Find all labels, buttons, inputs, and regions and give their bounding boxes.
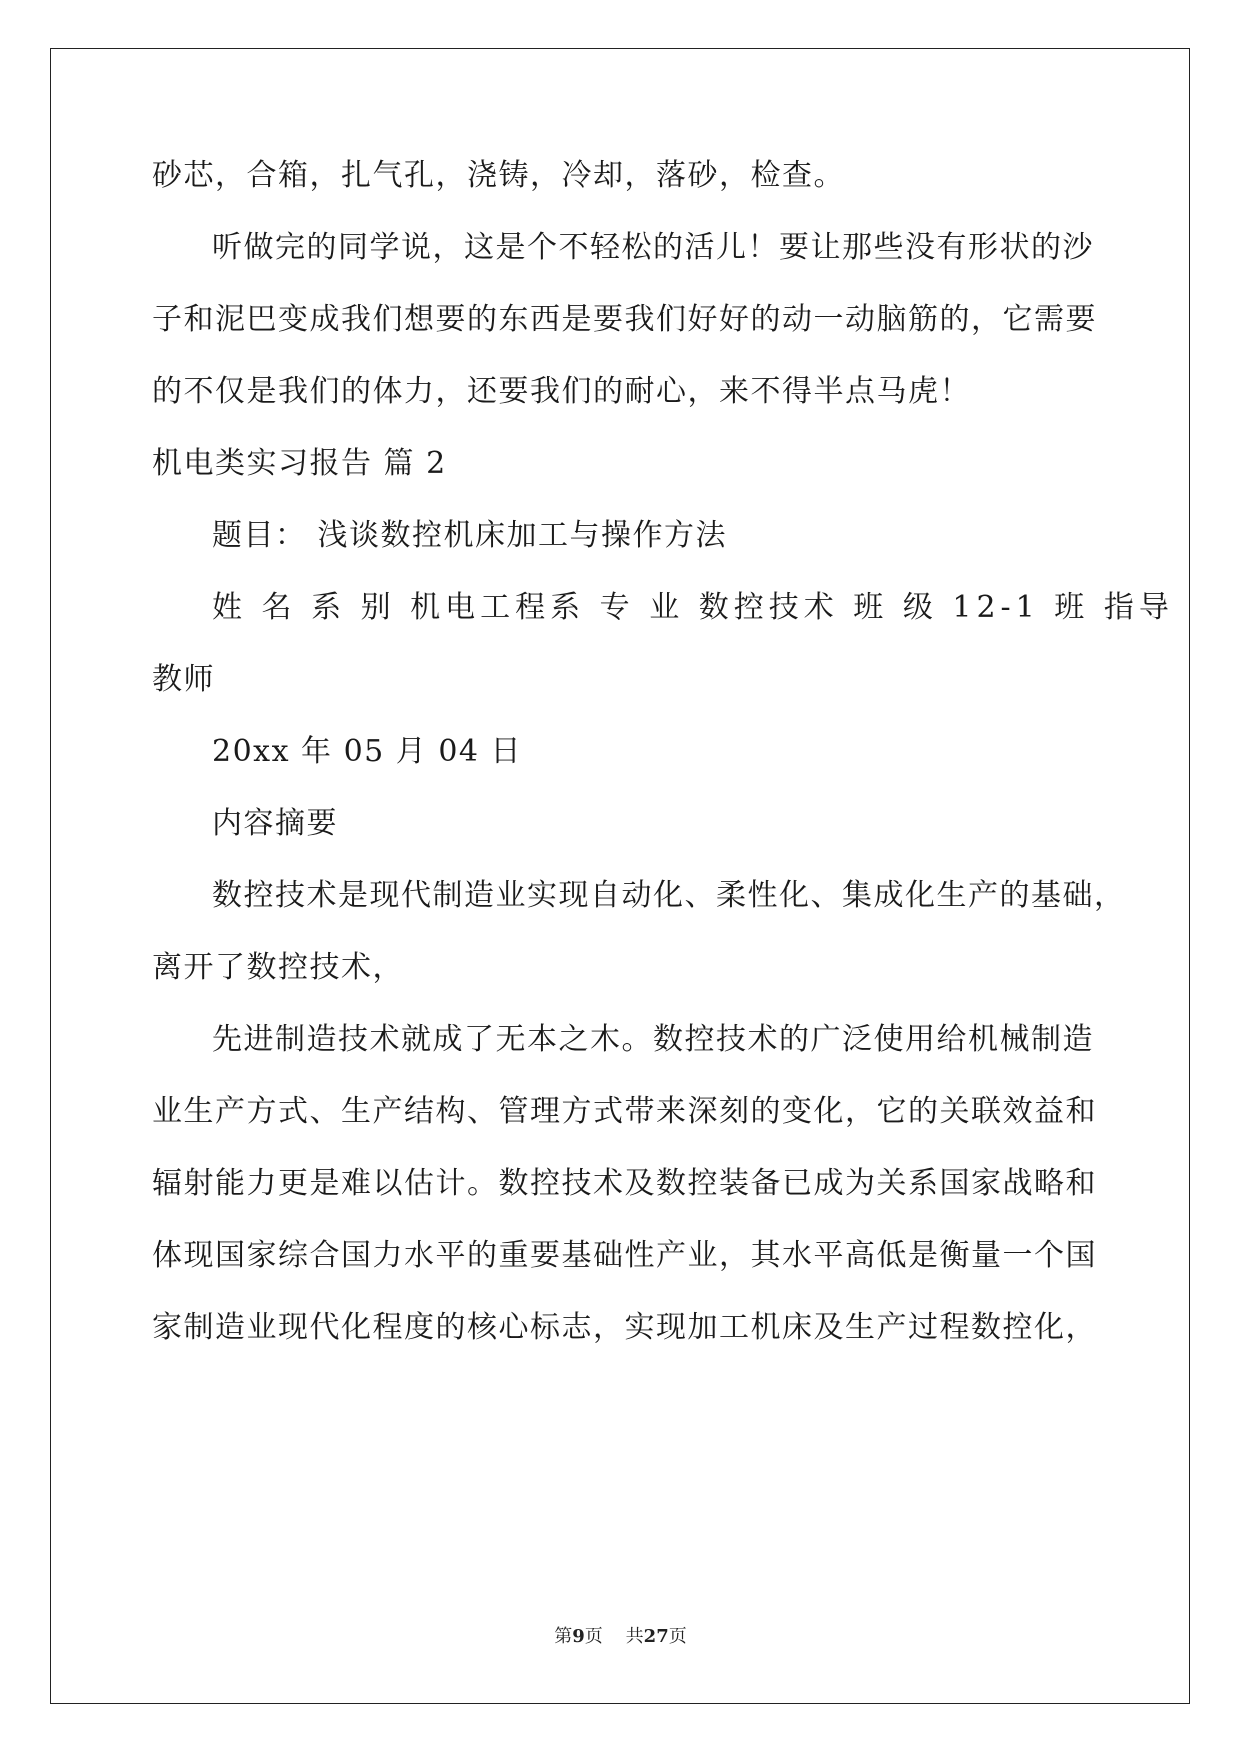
student-info-line-cont: 教师 <box>152 662 215 697</box>
page-number: 9 <box>572 1626 585 1647</box>
abstract-heading: 内容摘要 <box>212 806 338 841</box>
student-info-line: 姓 名 系 别 机电工程系 专 业 数控技术 班 级 12-1 班 指导 <box>212 590 1174 625</box>
body-line-1: 砂芯，合箱，扎气孔，浇铸，冷却，落砂，检查。 <box>152 158 845 193</box>
body-line-2: 听做完的同学说，这是个不轻松的活儿！要让那些没有形状的沙 <box>212 230 1094 265</box>
page-prefix: 第 <box>554 1626 573 1647</box>
body-line-11: 数控技术是现代制造业实现自动化、柔性化、集成化生产的基础， <box>212 878 1126 913</box>
section-heading: 机电类实习报告 篇 2 <box>152 446 447 481</box>
report-date: 20xx 年 05 月 04 日 <box>212 734 523 769</box>
total-suffix: 页 <box>668 1626 687 1647</box>
body-line-15: 辐射能力更是难以估计。数控技术及数控装备已成为关系国家战略和 <box>152 1166 1097 1201</box>
body-line-16: 体现国家综合国力水平的重要基础性产业，其水平高低是衡量一个国 <box>152 1238 1097 1273</box>
total-pages: 27 <box>643 1626 669 1647</box>
report-title-line: 题目： 浅谈数控机床加工与操作方法 <box>212 518 728 553</box>
body-line-14: 业生产方式、生产结构、管理方式带来深刻的变化，它的关联效益和 <box>152 1094 1097 1129</box>
body-line-17: 家制造业现代化程度的核心标志，实现加工机床及生产过程数控化， <box>152 1310 1097 1345</box>
body-line-13: 先进制造技术就成了无本之木。数控技术的广泛使用给机械制造 <box>212 1022 1094 1057</box>
body-line-12: 离开了数控技术， <box>152 950 404 985</box>
body-line-4: 的不仅是我们的体力，还要我们的耐心，来不得半点马虎！ <box>152 374 971 409</box>
total-prefix: 共 <box>625 1626 644 1647</box>
page-footer <box>0 1625 1241 1649</box>
body-line-3: 子和泥巴变成我们想要的东西是要我们好好的动一动脑筋的，它需要 <box>152 302 1097 337</box>
page-suffix: 页 <box>584 1626 603 1647</box>
